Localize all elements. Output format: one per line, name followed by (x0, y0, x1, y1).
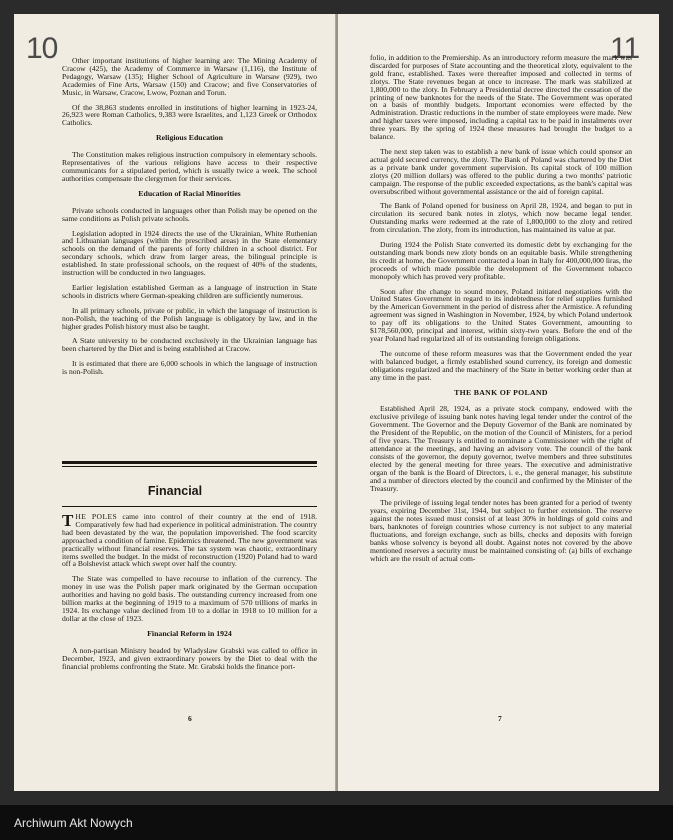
drop-cap: T (62, 511, 74, 530)
reform-paragraph: A non-partisan Ministry headed by Wladyslaw Grabski was called to office in December, 1923, and given extraordinary powers by the Diet to deal with the financial problems confronting the State. Mr. Grabski holds the finance port- (62, 645, 317, 671)
right-page-number: 7 (498, 714, 502, 723)
opening-small-caps: HE POLES (75, 512, 118, 521)
bank-paragraph: Established April 28, 1924, as a private stock company, endowed with the exclusive privilege of issuing bank notes having legal tender under the control of the Government. The Governor and the Deputy Governor of the Bank are nominated by the President of the Republic, on the motion of the Council of Ministers, for a period of five years. The Treasury is entitled to nominate a Commissioner with the right of attendance at the meetings, and having an advisory vote. The council of the bank consists of the governor, the deputy governor, twelve members and three substitutes elected by the general meeting for three years. The executive and administrative organ of the bank is the Board of Directors, i. e., the general manager, his substitute and a number of directors elected by the council and confirmed by the Minister of the Treasury. (370, 404, 632, 493)
minorities-paragraph: In all primary schools, private or public, in which the language of instruction is non-Polish, the teaching of the Polish language is obligatory by law, and in the higher grades Polish history must also be taught. (62, 305, 317, 331)
reform-paragraph: The outcome of these reform measures was that the Government ended the year with balanced budget, a firmly established sound currency, its foreign and domestic obligations regularized and the machinery of the State in better working order than at any time in the past. (370, 348, 632, 382)
financial-opening-paragraph (62, 513, 317, 568)
left-page (14, 14, 336, 791)
bank-paragraph: The privilege of issuing legal tender notes has been granted for a period of twenty years, expiring December 31st, 1944, but subject to further extension. The reserve against the notes issued must consist of at least 30% in holdings of gold coins and bars, banknotes of foreign countries whose currency is not subject to any material fluctuations, and foreign exchange, such as bills, checks and deposits with foreign banks whose solvency is beyond all doubt. Against notes not covered by the above mentioned reserves a security must be maintained consisting of: (a) bills of exchange which are the result of actual com- (370, 498, 632, 563)
continued-paragraph: folio, in addition to the Premiership. As an introductory reform measure the mark was discarded for purposes of State accounting and the theoretical zloty, equivalent to the gold franc, established. Taxes were thereafter imposed and collected in terms of zlotys. The State revenues began at once to increase. The mark was stabilized at 1,800,000 to the zloty. In February a Presidential decree directed the cessation of the printing of new banknotes for the needs of the State. The Government was operated on a basis of monthly budgets. Important economies were effected by the Administration. Drastic reductions in the number of state employees were made. New and higher taxes were imposed, including a capital tax to be paid in instalments over three years. By the spring of 1924 these measures had brought the budget to a balance. (370, 53, 632, 142)
heading-racial-minorities: Education of Racial Minorities (138, 188, 241, 198)
opening-text: came into control of their country at the end of 1918. Comparatively few had had experience in political administration. The country had been devastated by the war, the population impoverished. The food scarcity approached a condition of famine. Epidemics threatened. The new government was practically without financial reserves. The tax system was chaotic, extraordinary items swelled the budget. In the midst of reconstruction (1920) Poland had to ward off a Bolshevist attack which swept over half the country. (62, 512, 318, 569)
intro-section (62, 57, 317, 127)
archive-label: Archiwum Akt Nowych (14, 816, 133, 830)
right-handwritten-number: 11 (610, 32, 640, 65)
left-financial-column (62, 513, 317, 677)
financial-rule-thick (62, 461, 317, 464)
financial-rule-bottom (62, 506, 317, 507)
heading-religious-education: Religious Education (156, 133, 223, 143)
financial-rule-thin (62, 466, 317, 467)
reform-paragraph: The next step taken was to establish a new bank of issue which could sponsor an actual gold secured currency, the zloty. The Bank of Poland was chartered by the Diet as a private bank under government supervision. Its capital stock of 100 million zlotys (20 million dollars) was offered to the public during a two months' patriotic campaign. The response of the public exceeded expectations, as the bank's capital was oversubscribed without governmental assistance or the aid of foreign capital. (370, 146, 632, 196)
heading-financial-reform: Financial Reform in 1924 (147, 628, 232, 638)
heading-bank-of-poland: THE BANK OF POLAND (454, 387, 548, 397)
minorities-paragraph: Earlier legislation established German as a language of instruction in State schools in districts where German-speaking children are sufficiently numerous. (62, 282, 317, 300)
left-handwritten-number: 10 (26, 32, 58, 65)
reform-paragraph: Soon after the change to sound money, Poland initiated negotiations with the United States Government in regard to its indebtedness for relief supplies furnished by the American Government in the period of distress after the Armistice. A refunding agreement was signed in Washington in November, 1924, by which Poland undertook to pay off its obligations to the United States Government, amounting to $178,560,000, principal and interest, within sixty-two years. Before the end of the year Poland had regularized all of its outstanding foreign obligations. (370, 286, 632, 343)
intro-paragraph: Of the 38,863 students enrolled in institutions of higher learning in 1923-24, 26,923 were Roman Catholics, 9,383 were Israelites, and 1,123 Greek or Orthodox Catholics. (62, 102, 317, 128)
reform-paragraph: The Bank of Poland opened for business on April 28, 1924, and began to put in circulation its secured bank notes in zlotys, which now became legal tender. Outstanding marks were redeemed at the rate of 1,800,000 to the zloty and retired from circulation. The zloty, from its introduction, has maintained its value at par. (370, 201, 632, 235)
religious-paragraph: The Constitution makes religious instruction compulsory in elementary schools. Representatives of the various religions have access to their respective communicants for a stipulated period, which is usually twice a week. The school authorities compensate the clergymen for their services. (62, 150, 317, 183)
left-page-number: 6 (188, 714, 192, 723)
financial-paragraph: The State was compelled to have recourse to inflation of the currency. The money in use was the Polish paper mark originated by the German occupation authorities and having no gold basis. The outstanding currency increased from one billion marks at the beginning of 1919 to a maximum of 570 trillions of marks in 1924. Its exchange value declined from 10 to a dollar in 1918 to 10 million for a dollar at the close of 1923. (62, 574, 317, 623)
minorities-paragraph: A State university to be conducted exclusively in the Ukrainian language has been chartered by the Diet and is being established at Cracow. (62, 336, 317, 354)
financial-section-title: Financial (147, 484, 203, 498)
left-top-column (62, 57, 317, 383)
right-page (338, 14, 659, 791)
minorities-paragraph: Legislation adopted in 1924 directs the use of the Ukrainian, White Ruthenian and Lithuanian languages (within the prescribed areas) in the State elementary schools on the demand of the parents of forty children in a school district. For secondary schools, which draw from larger areas, the bilingual principle is established. In state professional schools, on the request of 40% of the students, instruction will be conducted in two languages. (62, 228, 317, 278)
intro-paragraph: Other important institutions of higher learning are: The Mining Academy of Cracow (425), the Academy of Commerce in Warsaw (1,116), the Institute of Pedagogy, Warsaw (135); Higher School of Agriculture in Warsaw (929), two Academies of Fine Arts, Warsaw (150) and Cracow; and five Conservatories of Music, in Warsaw, Cracow, Lwow, Poznan and Torun. (62, 56, 317, 97)
reform-paragraph: During 1924 the Polish State converted its domestic debt by exchanging for the outstanding mark bonds new zloty bonds on an equitable basis. While strengthening its credit at home, the Government contracted a loan in Italy for 400,000,000 liras, the proceeds of which made possible the development of the Government tobacco monopoly which has proved very profitable. (370, 240, 632, 281)
minorities-paragraph: Private schools conducted in languages other than Polish may be opened on the same conditions as Polish private schools. (62, 205, 317, 223)
archive-footer (0, 805, 673, 840)
minorities-paragraph: It is estimated that there are 6,000 schools in which the language of instruction is non-Polish. (62, 359, 317, 377)
right-column (370, 54, 632, 570)
